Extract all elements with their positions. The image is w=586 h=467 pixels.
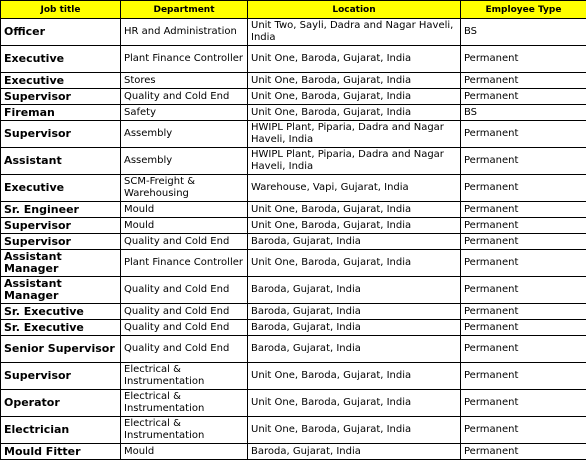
job-title-cell: Electrician — [1, 417, 121, 444]
employee-type-cell: BS — [461, 19, 586, 46]
table-row — [1, 218, 586, 234]
employee-type-cell: Permanent — [461, 89, 586, 105]
location-cell: Unit Two, Sayli, Dadra and Nagar Haveli, India — [248, 19, 461, 46]
employee-type-cell: Permanent — [461, 73, 586, 89]
employee-type-cell: Permanent — [461, 148, 586, 175]
department-cell: Quality and Cold End — [121, 89, 248, 105]
department-cell: Electrical & Instrumentation — [121, 363, 248, 390]
employee-type-cell: Permanent — [461, 444, 586, 460]
table-row — [1, 390, 586, 417]
location-cell: Baroda, Gujarat, India — [248, 277, 461, 304]
location-cell: Unit One, Baroda, Gujarat, India — [248, 390, 461, 417]
department-cell: SCM-Freight & Warehousing — [121, 175, 248, 202]
department-cell: Quality and Cold End — [121, 304, 248, 320]
location-cell: Unit One, Baroda, Gujarat, India — [248, 218, 461, 234]
job-title-cell: Sr. Engineer — [1, 202, 121, 218]
employee-type-cell: Permanent — [461, 417, 586, 444]
job-title-cell: Mould Fitter — [1, 444, 121, 460]
employee-type-cell: BS — [461, 105, 586, 121]
location-cell: Unit One, Baroda, Gujarat, India — [248, 46, 461, 73]
employee-type-cell: Permanent — [461, 46, 586, 73]
job-title-cell: Executive — [1, 175, 121, 202]
header-job-title: Job title — [1, 1, 121, 19]
location-cell: Baroda, Gujarat, India — [248, 444, 461, 460]
department-cell: Assembly — [121, 148, 248, 175]
header-department: Department — [121, 1, 248, 19]
location-cell: Unit One, Baroda, Gujarat, India — [248, 250, 461, 277]
table-row — [1, 336, 586, 363]
job-title-cell: Supervisor — [1, 121, 121, 148]
location-cell: Baroda, Gujarat, India — [248, 304, 461, 320]
table-row — [1, 202, 586, 218]
employee-type-cell: Permanent — [461, 304, 586, 320]
job-title-cell: Supervisor — [1, 89, 121, 105]
location-cell: Warehouse, Vapi, Gujarat, India — [248, 175, 461, 202]
department-cell: Quality and Cold End — [121, 320, 248, 336]
table-row — [1, 234, 586, 250]
table-row — [1, 121, 586, 148]
table-row — [1, 73, 586, 89]
table-row — [1, 363, 586, 390]
employee-type-cell: Permanent — [461, 390, 586, 417]
employee-type-cell: Permanent — [461, 218, 586, 234]
department-cell: HR and Administration — [121, 19, 248, 46]
job-title-cell: Assistant — [1, 148, 121, 175]
location-cell: Unit One, Baroda, Gujarat, India — [248, 202, 461, 218]
location-cell: Unit One, Baroda, Gujarat, India — [248, 105, 461, 121]
department-cell: Plant Finance Controller — [121, 250, 248, 277]
location-cell: HWIPL Plant, Piparia, Dadra and Nagar Haveli, India — [248, 148, 461, 175]
job-title-cell: Executive — [1, 46, 121, 73]
employee-type-cell: Permanent — [461, 175, 586, 202]
table-body — [1, 19, 586, 460]
department-cell: Electrical & Instrumentation — [121, 390, 248, 417]
job-title-cell: Supervisor — [1, 234, 121, 250]
location-cell: Unit One, Baroda, Gujarat, India — [248, 73, 461, 89]
employee-type-cell: Permanent — [461, 234, 586, 250]
department-cell: Electrical & Instrumentation — [121, 417, 248, 444]
job-title-cell: Senior Supervisor — [1, 336, 121, 363]
header-location: Location — [248, 1, 461, 19]
department-cell: Mould — [121, 444, 248, 460]
employee-type-cell: Permanent — [461, 277, 586, 304]
table-row — [1, 148, 586, 175]
table-header — [1, 1, 586, 19]
department-cell: Quality and Cold End — [121, 234, 248, 250]
table-row — [1, 175, 586, 202]
job-title-cell: Executive — [1, 73, 121, 89]
department-cell: Quality and Cold End — [121, 277, 248, 304]
location-cell: Baroda, Gujarat, India — [248, 320, 461, 336]
location-cell: HWIPL Plant, Piparia, Dadra and Nagar Haveli, India — [248, 121, 461, 148]
employee-type-cell: Permanent — [461, 336, 586, 363]
department-cell: Mould — [121, 218, 248, 234]
job-title-cell: Sr. Executive — [1, 320, 121, 336]
employee-type-cell: Permanent — [461, 320, 586, 336]
location-cell: Unit One, Baroda, Gujarat, India — [248, 417, 461, 444]
job-title-cell: Assistant Manager — [1, 250, 121, 277]
table-row — [1, 46, 586, 73]
department-cell: Plant Finance Controller — [121, 46, 248, 73]
location-cell: Baroda, Gujarat, India — [248, 234, 461, 250]
employee-type-cell: Permanent — [461, 250, 586, 277]
job-title-cell: Supervisor — [1, 363, 121, 390]
job-title-cell: Assistant Manager — [1, 277, 121, 304]
table-row — [1, 19, 586, 46]
department-cell: Safety — [121, 105, 248, 121]
employee-type-cell: Permanent — [461, 121, 586, 148]
table-row — [1, 304, 586, 320]
table-row — [1, 277, 586, 304]
header-employee-type: Employee Type — [461, 1, 586, 19]
table-row — [1, 417, 586, 444]
table-row — [1, 105, 586, 121]
location-cell: Unit One, Baroda, Gujarat, India — [248, 363, 461, 390]
job-title-cell: Officer — [1, 19, 121, 46]
department-cell: Assembly — [121, 121, 248, 148]
job-title-cell: Operator — [1, 390, 121, 417]
location-cell: Baroda, Gujarat, India — [248, 336, 461, 363]
department-cell: Mould — [121, 202, 248, 218]
table-row — [1, 89, 586, 105]
table-row — [1, 250, 586, 277]
department-cell: Stores — [121, 73, 248, 89]
employee-type-cell: Permanent — [461, 363, 586, 390]
job-title-cell: Supervisor — [1, 218, 121, 234]
table-row — [1, 320, 586, 336]
location-cell: Unit One, Baroda, Gujarat, India — [248, 89, 461, 105]
job-title-cell: Sr. Executive — [1, 304, 121, 320]
employee-type-cell: Permanent — [461, 202, 586, 218]
department-cell: Quality and Cold End — [121, 336, 248, 363]
header-row — [1, 1, 586, 19]
job-title-cell: Fireman — [1, 105, 121, 121]
table-row — [1, 444, 586, 460]
